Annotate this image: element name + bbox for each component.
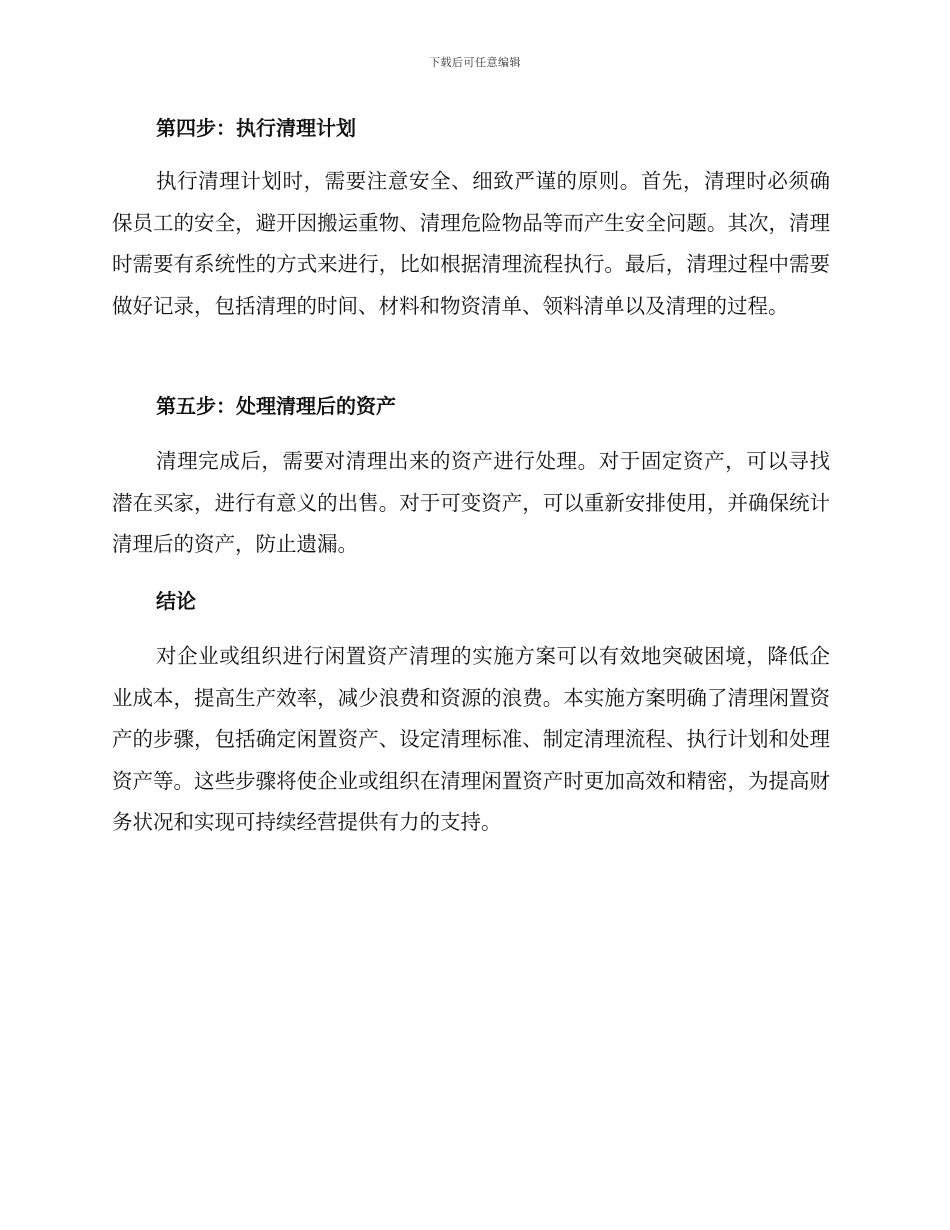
- section-heading-step-five: 第五步：处理清理后的资产: [156, 394, 396, 418]
- section-heading-step-four: 第四步：执行清理计划: [156, 116, 356, 140]
- section-paragraph-conclusion: 对企业或组织进行闲置资产清理的实施方案可以有效地突破困境，降低企业成本，提高生产效率，减少浪费和资源的浪费。本实施方案明确了清理闲置资产的步骤，包括确定闲置资产、设定清理标准、制定清理流程、执行计划和处理资产等。这些步骤将使企业或组织在清理闲置资产时更加高效和精密，为提高财务状况和实现可持续经营提供有力的支持。: [112, 644, 830, 834]
- section-heading-conclusion: 结论: [156, 589, 196, 613]
- header-note: 下载后可任意编辑: [429, 56, 521, 69]
- section-paragraph-step-five: 清理完成后，需要对清理出来的资产进行处理。对于固定资产，可以寻找潜在买家，进行有意义的出售。对于可变资产，可以重新安排使用，并确保统计清理后的资产，防止遗漏。: [112, 449, 830, 556]
- section-paragraph-step-four: 执行清理计划时，需要注意安全、细致严谨的原则。首先，清理时必须确保员工的安全，避开因搬运重物、清理危险物品等而产生安全问题。其次，清理时需要有系统性的方式来进行，比如根据清理流程执行。最后，清理过程中需要做好记录，包括清理的时间、材料和物资清单、领料清单以及清理的过程。: [112, 169, 830, 318]
